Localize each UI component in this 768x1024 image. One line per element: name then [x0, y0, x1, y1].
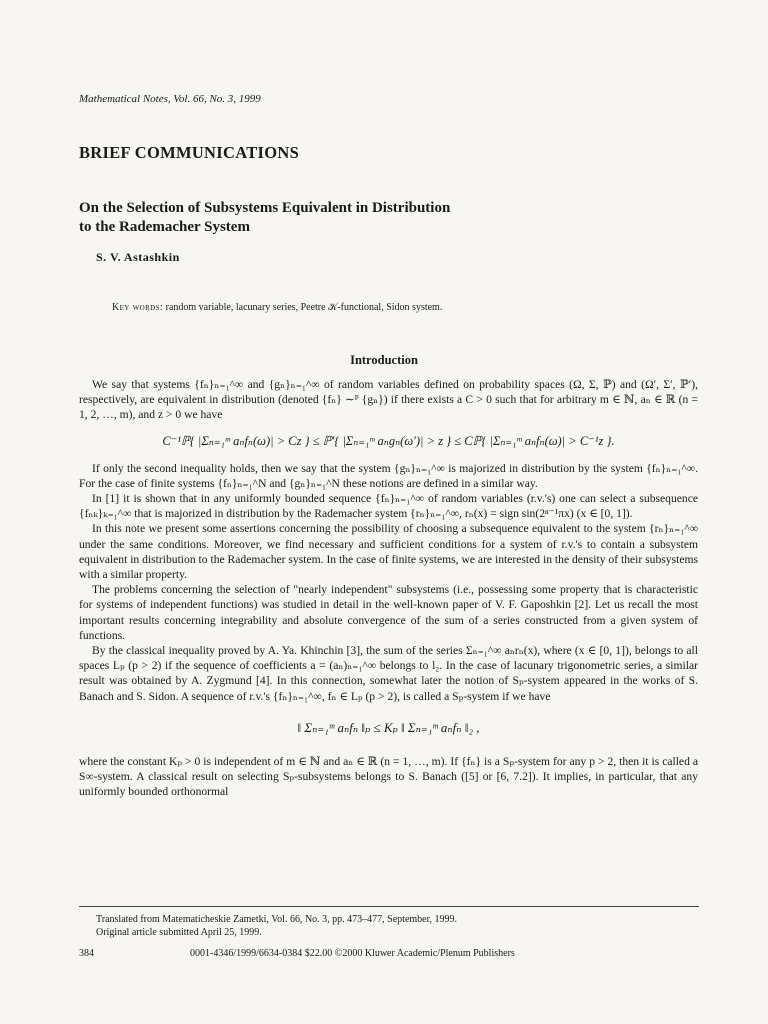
formula-sp-system: ‖ Σₙ₌₁ᵐ aₙfₙ ‖ₚ ≤ Kₚ ‖ Σₙ₌₁ᵐ aₙfₙ ‖₂ , [297, 719, 480, 735]
paragraph-khinchin: By the classical inequality proved by A. Ya. Khinchin [3], the sum of the series Σₙ₌₁^∞ aₙrₙ(x), where (x ∈ [0, 1]), belongs to all spaces Lₚ (p > 2) if the sequence of coefficients a = (aₙ)ₙ₌₁^∞ belongs to l₂. In the case of lacunary trigonometric series, a similar result was obtained by A. Zygmund [4]. In this connection, somewhat later the notion of Sₚ-system appeared in the works of S. Banach and S. Sidon. A sequence of r.v.'s {fₙ}ₙ₌₁^∞, fₙ ∈ Lₚ (p > 2), is called a Sₚ-system if we have [79, 644, 698, 703]
paragraph-sp-constant: where the constant Kₚ > 0 is independent of m ∈ ℕ and aₙ ∈ ℝ (n = 1, …, m). If {fₙ} is a Sₚ-system for any p > 2, then it is called a S∞-system. A classical result on selecting Sₚ-subsystems belongs to S. Banach ([5] or [6, 7.2]). It implies, in particular, that any uniformly bounded orthonormal [79, 754, 698, 799]
article-title [79, 199, 699, 237]
publisher-line: 0001-4346/1999/6634-0384 $22.00 ©2000 Kluwer Academic/Plenum Publishers [190, 948, 515, 959]
footnote-line-1: Translated from Matematicheskie Zametki, Vol. 66, No. 3, pp. 473–477, September, 1999. [96, 914, 458, 925]
translation-footnote [96, 913, 457, 939]
paragraph-this-note: In this note we present some assertions concerning the possibility of choosing a subsequence equivalent to the system {rₙ}ₙ₌₁^∞ under the same conditions. Moreover, we find necessary and sufficient conditions for a system of r.v.'s to contain a subsystem equivalent in distribution to the Rademacher system. In the case of finite systems, we are interested in the density of their subsystems with a similar property. [79, 522, 698, 582]
paragraph-gaposhkin: The problems concerning the selection of "nearly independent" subsystems (i.e., possessing some property that is characteristic for systems of independent functions) was studied in detail in the well-known paper of V. F. Gaposhkin [2]. Let us recall the most important results concerning integrability and absolute convergence of the sum of a series constructed from a given system of functions. [79, 583, 698, 642]
paragraph-equivalence-definition: We say that systems {fₙ}ₙ₌₁^∞ and {gₙ}ₙ₌₁^∞ of random variables defined on probability spaces (Ω, Σ, ℙ) and (Ω′, Σ′, ℙ′), respectively, are equivalent in distribution (denoted {fₙ} ∼ᴾ {gₙ}) if there exists a C > 0 such that for arbitrary m ∈ ℕ, aₙ ∈ ℝ (n = 1, 2, …, m), and z > 0 we have [79, 378, 698, 422]
paragraph-majorized: If only the second inequality holds, then we say that the system {gₙ}ₙ₌₁^∞ is majorized in distribution by the system {fₙ}ₙ₌₁^∞. For the case of finite systems {fₙ}ₙ₌₁^N and {gₙ}ₙ₌₁^N these notions are defined in a similar way. [79, 461, 698, 490]
introduction-body [79, 377, 698, 799]
article-title-line-2: to the Rademacher System [79, 219, 250, 235]
keywords [112, 302, 442, 313]
section-title: BRIEF COMMUNICATIONS [79, 143, 300, 162]
introduction-heading: Introduction [350, 353, 418, 367]
formula-equivalence: C⁻¹ℙ{ |Σₙ₌₁ᵐ aₙfₙ(ω)| > Cz } ≤ ℙ′{ |Σₙ₌₁ᵐ aₙgₙ(ω′)| > z } ≤ Cℙ{ |Σₙ₌₁ᵐ aₙfₙ(ω)| > C⁻¹z }. [162, 433, 615, 448]
keywords-label: Key words: [112, 302, 164, 313]
keywords-text: random variable, lacunary series, Peetre 𝒦-functional, Sidon system. [165, 302, 443, 313]
footnote-divider [79, 906, 699, 907]
footnote-line-2: Original article submitted April 25, 1999. [96, 927, 262, 938]
article-author: S. V. Astashkin [96, 250, 180, 264]
article-title-line-1: On the Selection of Subsystems Equivalent in Distribution [79, 200, 451, 216]
journal-citation: Mathematical Notes, Vol. 66, No. 3, 1999 [79, 93, 261, 105]
page-number: 384 [79, 948, 94, 959]
paragraph-rademacher: In [1] it is shown that in any uniformly bounded sequence {fₙ}ₙ₌₁^∞ of random variables (r.v.'s) one can select a subsequence {fₙₖ}ₖ₌₁^∞ that is majorized in distribution by the Rademacher system {rₙ}ₙ₌₁^∞, rₙ(x) = sign sin(2ⁿ⁻¹πx) (x ∈ [0, 1]). [79, 492, 698, 521]
